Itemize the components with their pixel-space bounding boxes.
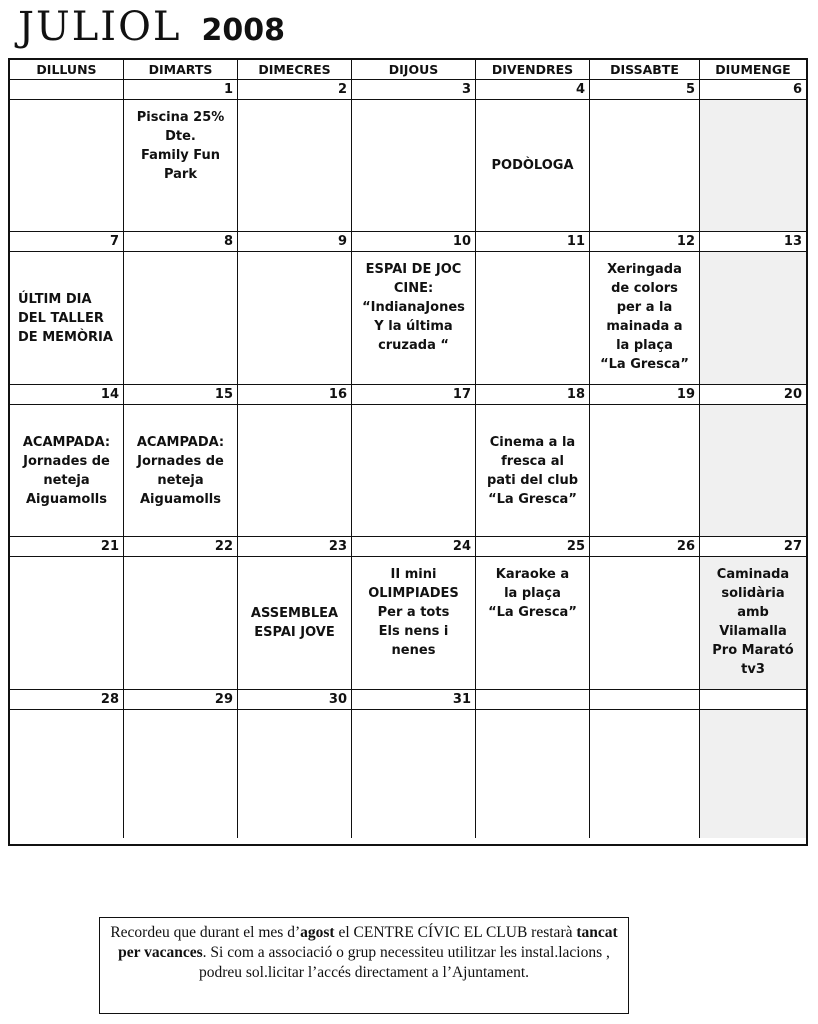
day-cell: [476, 405, 590, 537]
day-cell: [352, 100, 476, 232]
day-number: 15: [124, 385, 238, 405]
day-cell: [476, 100, 590, 232]
day-number: 17: [352, 385, 476, 405]
day-number: 12: [590, 232, 700, 252]
day-number: 22: [124, 537, 238, 557]
day-number: 8: [124, 232, 238, 252]
day-cell: [10, 100, 124, 232]
notice-text-3: . Si com a associació o grup necessiteu utilitzar les instal.lacions , podreu sol.licitar l’accés directament a l’Ajuntament.: [198, 944, 610, 981]
event-text: Xeringada de colors per a la mainada a la plaça “La Gresca”: [600, 262, 689, 372]
day-number: 21: [10, 537, 124, 557]
day-number: [10, 80, 124, 100]
day-cell: [590, 557, 700, 690]
day-cell: [10, 557, 124, 690]
event-text: ACAMPADA: Jornades de neteja Aiguamolls: [22, 434, 111, 507]
month-title: JULIOL: [18, 4, 182, 50]
weekday-header-dimecres: DIMECRES: [238, 60, 352, 80]
day-number: 4: [476, 80, 590, 100]
event-text: Cinema a la fresca al pati del club “La Gresca”: [486, 434, 579, 507]
weekday-header-dissabte: DISSABTE: [590, 60, 700, 80]
event-text: ESPAI DE JOC CINE: “IndianaJones Y la última cruzada “: [362, 262, 465, 353]
day-number: 7: [10, 232, 124, 252]
day-number: 2: [238, 80, 352, 100]
day-number: 26: [590, 537, 700, 557]
event-text: ASSEMBLEA ESPAI JOVE: [250, 606, 339, 640]
day-cell: [238, 100, 352, 232]
day-number: 24: [352, 537, 476, 557]
day-number: 18: [476, 385, 590, 405]
day-cell: [124, 100, 238, 232]
notice-month: agost: [300, 924, 335, 941]
day-cell: [476, 557, 590, 690]
day-cell: [10, 405, 124, 537]
day-number: [476, 690, 590, 710]
day-number: 31: [352, 690, 476, 710]
day-number: 9: [238, 232, 352, 252]
day-number: 11: [476, 232, 590, 252]
notice-text-1: Recordeu que durant el mes d’: [110, 924, 301, 941]
day-number: 20: [700, 385, 806, 405]
event-text: Caminada solidària amb Vilamalla Pro Marató tv3: [712, 567, 794, 677]
weekday-header-dijous: DIJOUS: [352, 60, 476, 80]
weekday-header-diumenge: DIUMENGE: [700, 60, 806, 80]
day-cell: [590, 252, 700, 385]
day-number: 13: [700, 232, 806, 252]
day-number: 19: [590, 385, 700, 405]
day-cell: [590, 100, 700, 232]
calendar-grid: [8, 58, 808, 846]
day-cell: [124, 252, 238, 385]
day-number: 23: [238, 537, 352, 557]
notice-text-2: el CENTRE CÍVIC EL CLUB restarà: [334, 924, 577, 941]
day-cell: [238, 710, 352, 838]
day-number: 14: [10, 385, 124, 405]
day-cell: [124, 710, 238, 838]
day-number: 28: [10, 690, 124, 710]
day-number: 16: [238, 385, 352, 405]
event-text: II mini OLIMPIADES Per a tots Els nens i nenes: [368, 567, 459, 658]
weekday-header-dimarts: DIMARTS: [124, 60, 238, 80]
day-cell: [700, 405, 806, 537]
day-cell: [352, 557, 476, 690]
day-cell: [352, 252, 476, 385]
day-number: 27: [700, 537, 806, 557]
weekday-header-dilluns: DILLUNS: [10, 60, 124, 80]
event-text: ACAMPADA: Jornades de neteja Aiguamolls: [136, 434, 225, 507]
day-number: 1: [124, 80, 238, 100]
day-cell: [238, 405, 352, 537]
day-cell: [700, 100, 806, 232]
weekday-header-divendres: DIVENDRES: [476, 60, 590, 80]
day-cell: [10, 252, 124, 385]
day-cell: [476, 710, 590, 838]
day-number: 25: [476, 537, 590, 557]
day-number: [590, 690, 700, 710]
day-number: 30: [238, 690, 352, 710]
day-number: 10: [352, 232, 476, 252]
holiday-notice: [99, 917, 629, 1014]
day-cell: [476, 252, 590, 385]
day-cell: [10, 710, 124, 838]
calendar-title: [18, 4, 285, 54]
notice-closed: tancat per vacances: [118, 924, 618, 961]
day-cell: [700, 710, 806, 838]
day-number: 5: [590, 80, 700, 100]
day-cell: [700, 252, 806, 385]
day-cell: [124, 405, 238, 537]
event-text: Piscina 25% Dte. Family Fun Park: [136, 110, 225, 182]
day-number: 3: [352, 80, 476, 100]
day-cell: [352, 405, 476, 537]
day-number: [700, 690, 806, 710]
event-text: Karaoke a la plaça “La Gresca”: [488, 567, 577, 620]
event-text: ÚLTIM DIA DEL TALLER DE MEMÒRIA: [18, 291, 113, 345]
event-text: PODÒLOGA: [491, 158, 574, 173]
day-number: 29: [124, 690, 238, 710]
day-cell: [352, 710, 476, 838]
day-cell: [590, 405, 700, 537]
day-cell: [700, 557, 806, 690]
day-cell: [238, 557, 352, 690]
day-cell: [238, 252, 352, 385]
day-cell: [590, 710, 700, 838]
year-title: 2008: [201, 13, 285, 48]
day-number: 6: [700, 80, 806, 100]
day-cell: [124, 557, 238, 690]
